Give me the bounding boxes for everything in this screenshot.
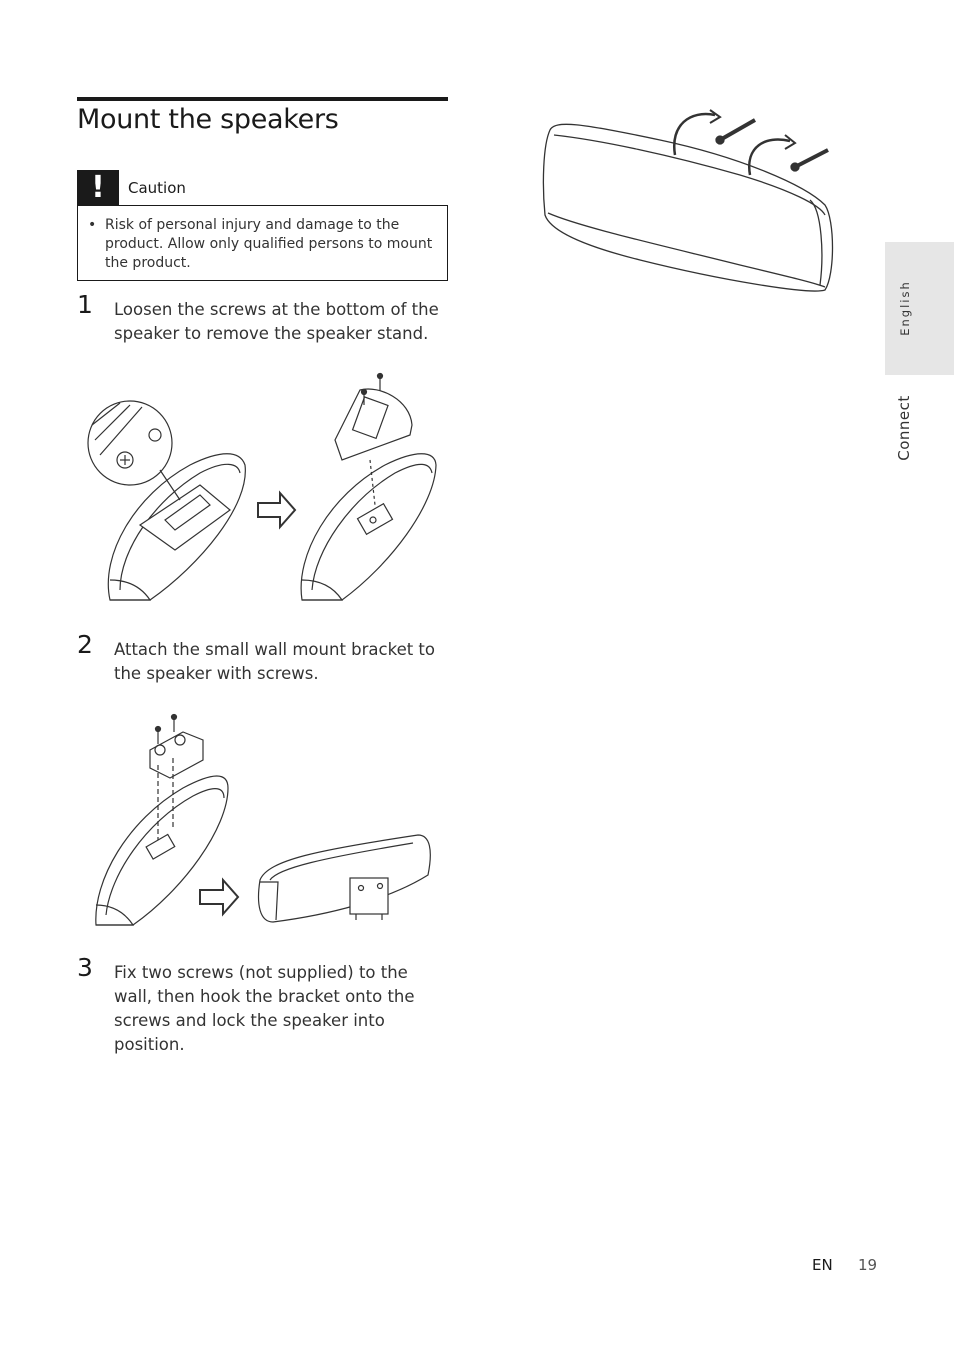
side-tab-section: Connect <box>895 395 913 461</box>
side-tab-language: English <box>898 280 912 336</box>
page-number: 19 <box>858 1256 878 1274</box>
speaker-illustration <box>543 124 832 291</box>
speaker-illustration <box>259 835 431 922</box>
figure-wall-mount <box>540 105 840 300</box>
exclamation-icon: ! <box>77 170 119 205</box>
side-tab <box>885 242 954 375</box>
caution-item: • Risk of personal injury and damage to the product. Allow only qualified persons to mount the product. <box>88 216 445 273</box>
step-text: Attach the small wall mount bracket to the speaker with screws. <box>114 640 435 683</box>
step-number: 1 <box>77 290 93 319</box>
right-arrow-icon <box>200 880 238 914</box>
figure-attach-bracket <box>88 710 438 932</box>
footer-language: EN <box>812 1256 833 1274</box>
right-arrow-icon <box>258 493 295 527</box>
figure-remove-stand <box>80 365 450 610</box>
step-text: Fix two screws (not supplied) to the wall, then hook the bracket onto the screws and lock the speaker into position. <box>114 963 415 1054</box>
heading-rule <box>77 97 448 101</box>
step-number: 2 <box>77 630 93 659</box>
caution-label: Caution <box>128 179 186 197</box>
step-number: 3 <box>77 953 93 982</box>
speaker-illustration <box>301 454 436 600</box>
caution-box <box>77 205 448 281</box>
caution-header <box>77 170 448 205</box>
step-text: Loosen the screws at the bottom of the speaker to remove the speaker stand. <box>114 300 439 343</box>
page-title: Mount the speakers <box>77 104 339 135</box>
